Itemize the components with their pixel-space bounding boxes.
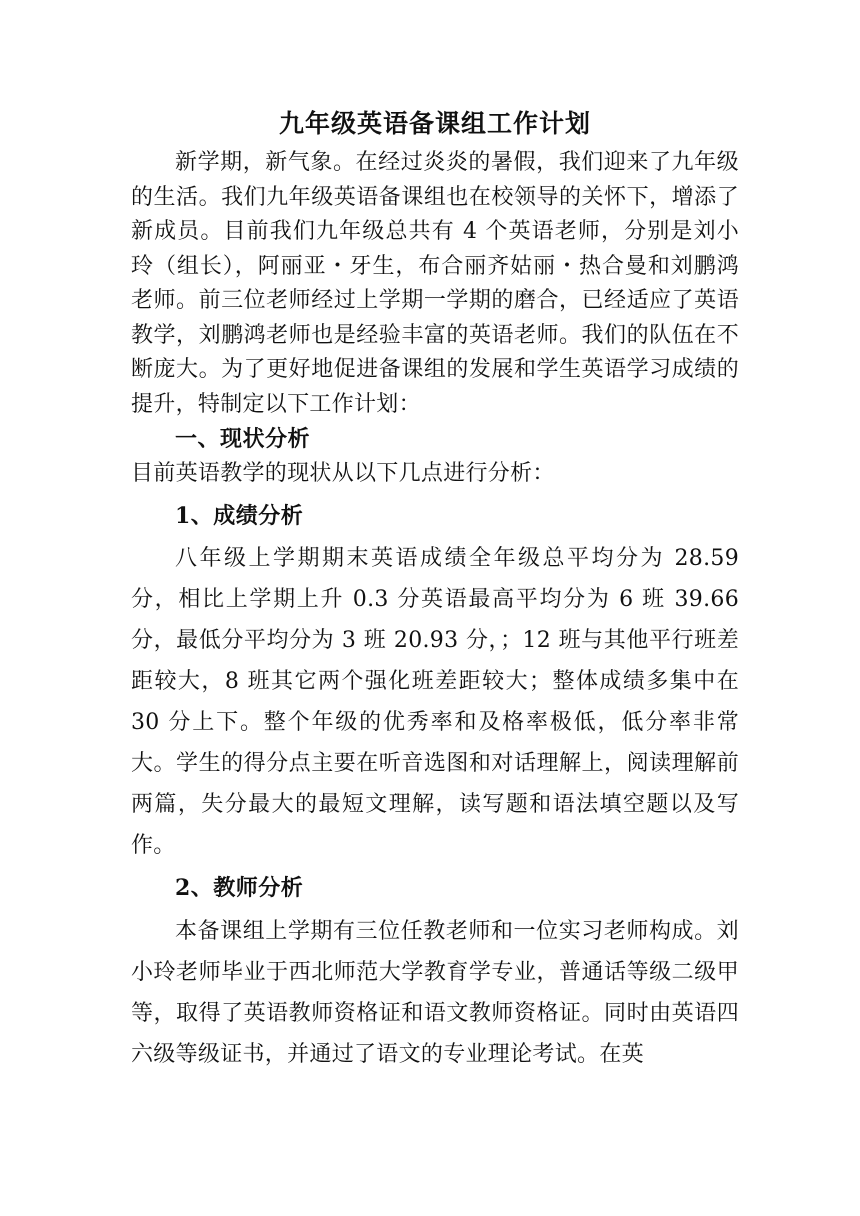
section-lead-paragraph: 目前英语教学的现状从以下几点进行分析：	[131, 460, 555, 486]
section-heading-status-analysis: 一、现状分析	[175, 426, 311, 452]
subsection-heading-teacher-analysis: 2、教师分析	[175, 874, 304, 901]
intro-paragraph: 新学期，新气象。在经过炎炎的暑假，我们迎来了九年级的生活。我们九年级英语备课组也在校领导的关怀下，增添了新成员。目前我们九年级总共有 4 个英语老师，分别是刘小玲（组长），阿丽亚・牙生，布合丽齐姑丽・热合曼和刘鹏鸿老师。前三位老师经过上学期一学期的磨合，已经适应了英语教学，刘鹏鸿老师也是经验丰富的英语老师。我们的队伍在不断庞大。为了更好地促进备课组的发展和学生英语学习成绩的提升，特制定以下工作计划：	[131, 150, 739, 417]
subsection-heading-score-analysis: 1、成绩分析	[175, 503, 304, 529]
teacher-analysis-paragraph: 本备课组上学期有三位任教老师和一位实习老师构成。刘小玲老师毕业于西北师范大学教育学专业，普通话等级二级甲等，取得了英语教师资格证和语文教师资格证。同时由英语四六级等级证书，并通过了语文的专业理论考试。在英	[131, 919, 739, 1067]
score-analysis-paragraph: 八年级上学期期末英语成绩全年级总平均分为 28.59 分，相比上学期上升 0.3 分英语最高平均分为 6 班 39.66 分，最低分平均分为 3 班 20.93 分，；12 班与其他平行班差距较大，8 班其它两个强化班差距较大；整体成绩多集中在 30 分上下。整个年级的优秀率和及格率极低，低分率非常大。学生的得分点主要在听音选图和对话理解上，阅读理解前两篇，失分最大的最短文理解，读写题和语法填空题以及写作。	[131, 545, 739, 858]
document-body	[131, 104, 739, 1075]
document-title: 九年级英语备课组工作计划	[278, 109, 591, 138]
